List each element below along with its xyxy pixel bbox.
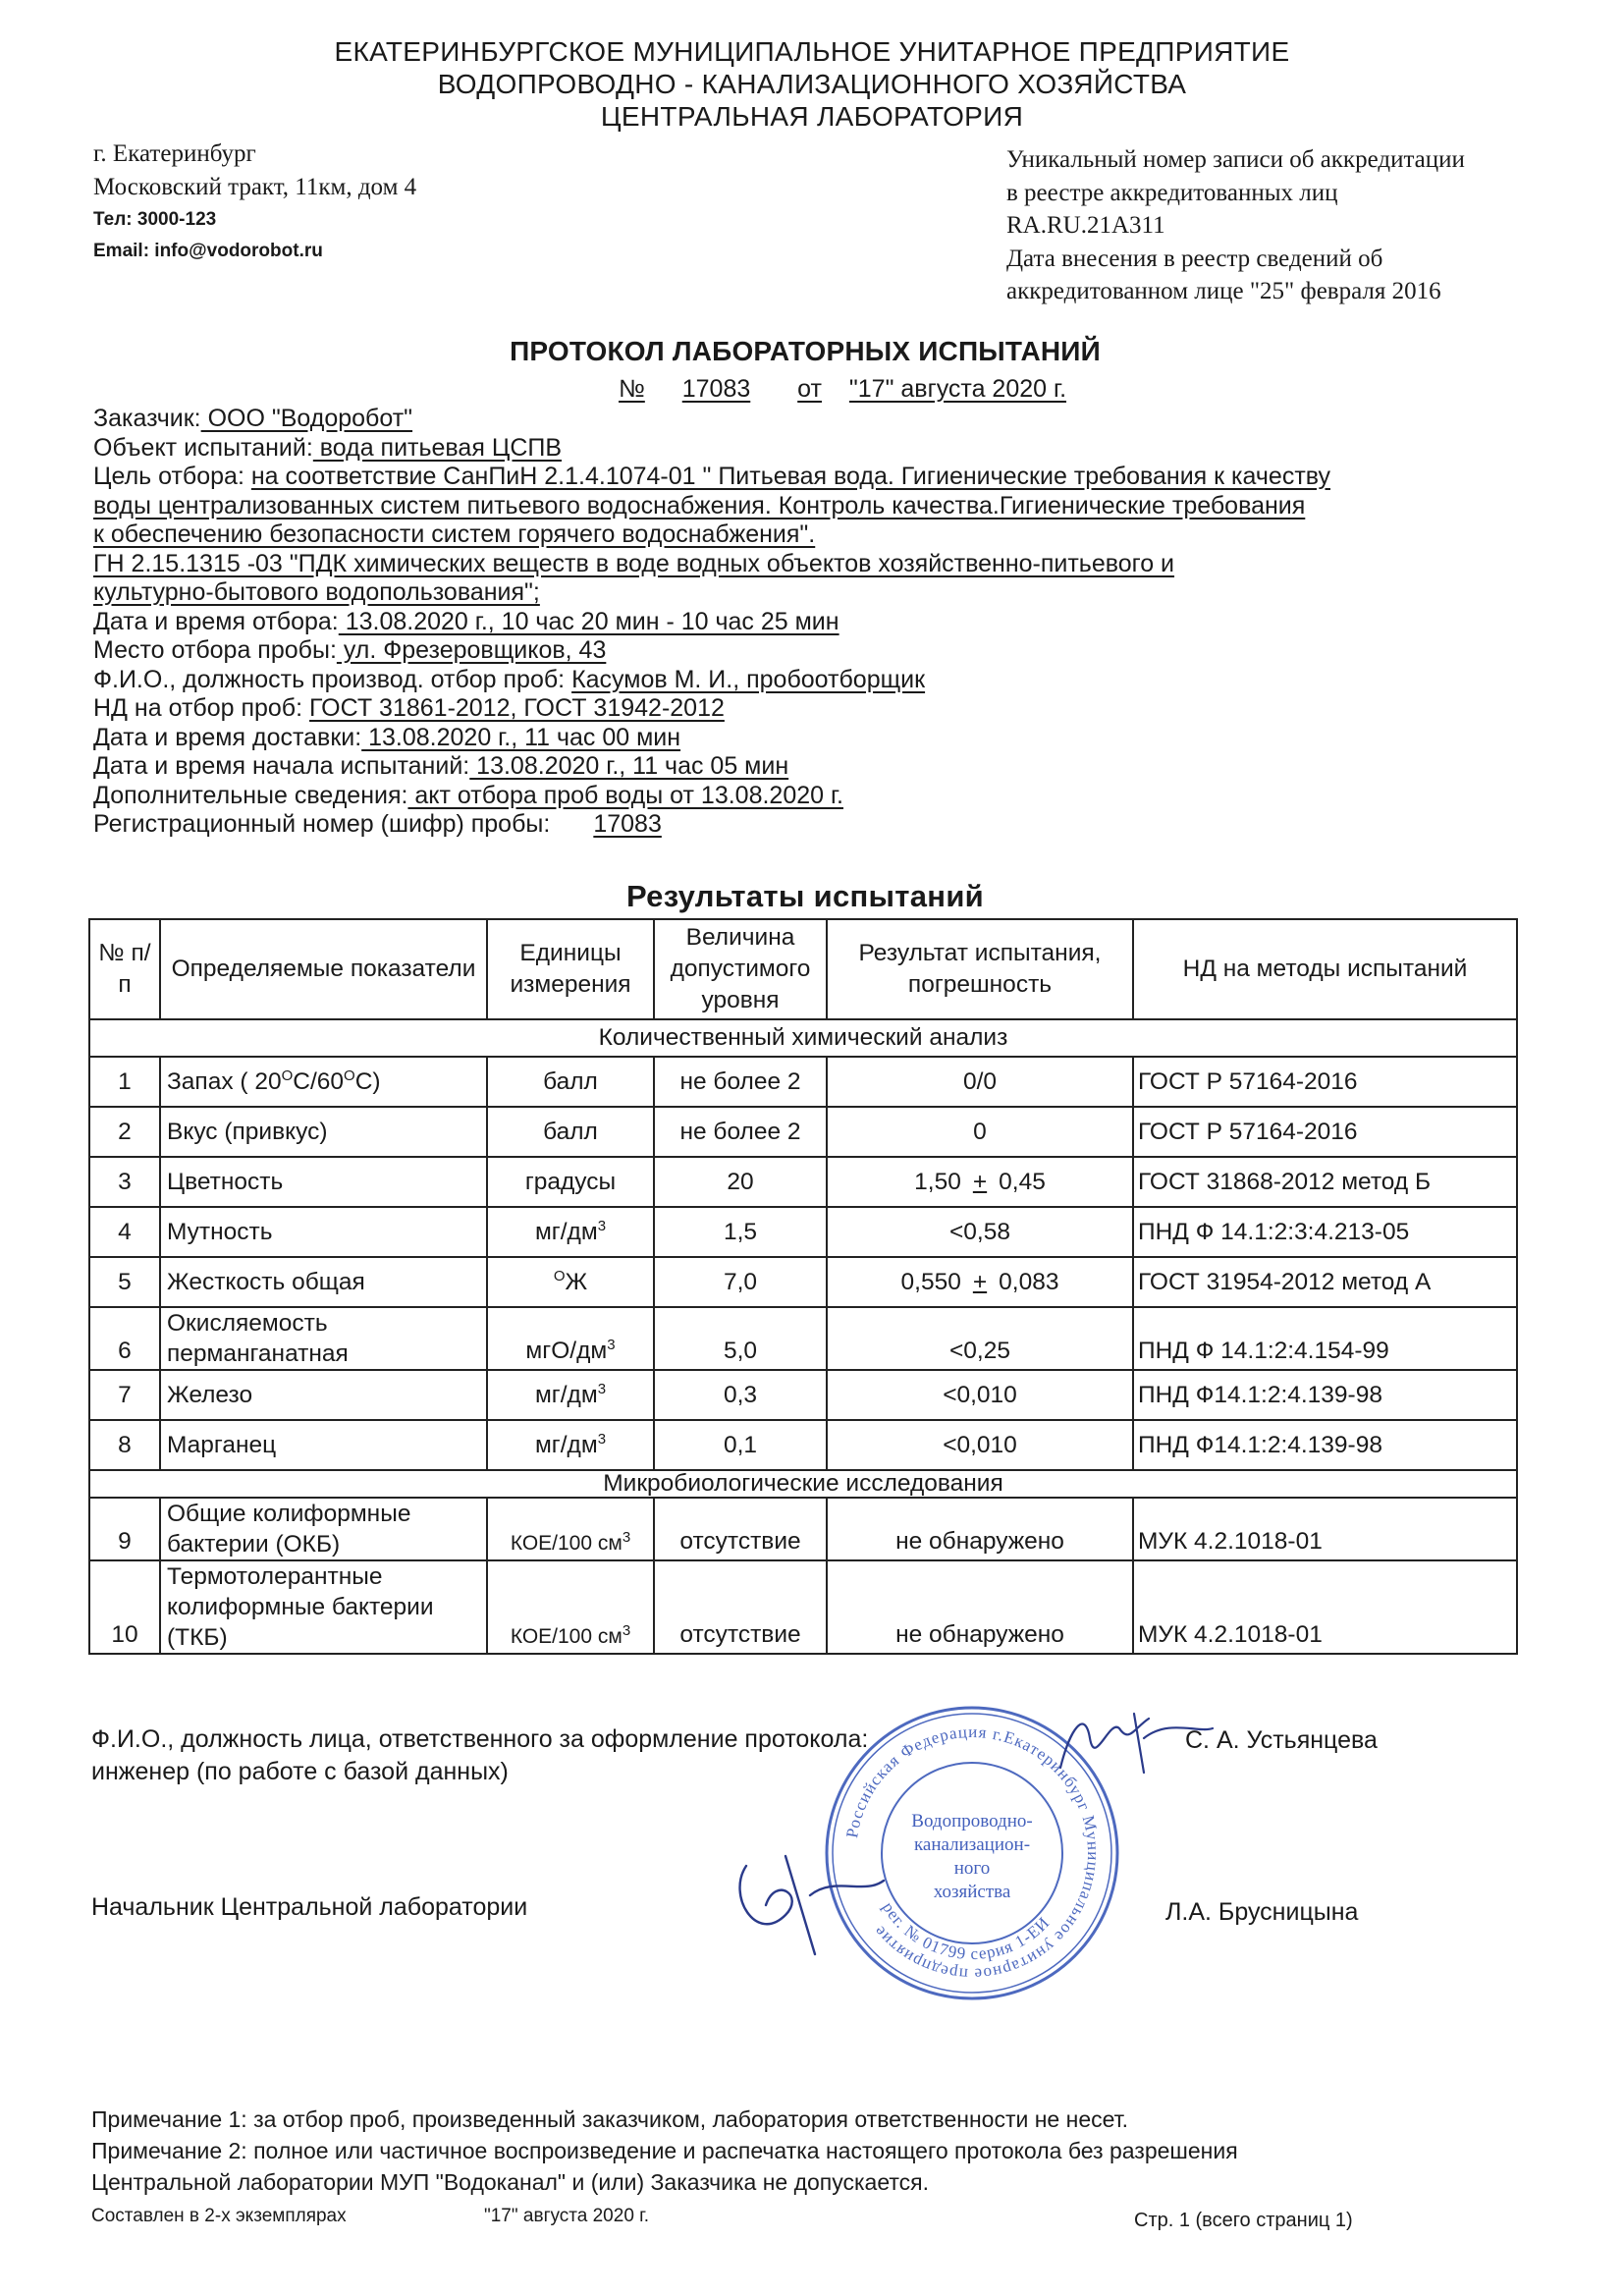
- cube-sup: 3: [622, 1622, 631, 1639]
- cube-sup: 3: [597, 1217, 607, 1234]
- header-indicator: Определяемые показатели: [160, 919, 487, 1019]
- unit-text: мгО/дм: [525, 1338, 608, 1364]
- header-line-1: ЕКАТЕРИНБУРГСКОЕ МУНИЦИПАЛЬНОЕ УНИТАРНОЕ ПРЕДПРИЯТИЕ: [334, 36, 1290, 67]
- table-header-row: [89, 919, 1517, 1019]
- notes-block: [91, 2104, 1238, 2198]
- row-method: ГОСТ 31954-2012 метод А: [1133, 1257, 1517, 1307]
- sampling-nd-line: [93, 694, 1546, 724]
- row-limit: 20: [654, 1157, 827, 1207]
- row-result: [827, 1257, 1133, 1307]
- table-row: [89, 1257, 1517, 1307]
- customer-value: ООО "Водоробот": [200, 405, 413, 432]
- purpose-line-4: ГН 2.15.1315 -03 "ПДК химических веществ в воде водных объектов хозяйственно-питьевого и: [93, 549, 1175, 577]
- row-indicator: Жесткость общая: [160, 1257, 487, 1307]
- row-method: ГОСТ Р 57164-2016: [1133, 1057, 1517, 1107]
- header-result: Результат испытания, погрешность: [827, 919, 1133, 1019]
- table-row: [89, 1057, 1517, 1107]
- row-unit: [487, 1498, 654, 1560]
- place-value: ул. Фрезеровщиков, 43: [336, 636, 607, 664]
- row-limit: 0,3: [654, 1370, 827, 1420]
- row-unit: [487, 1370, 654, 1420]
- responsible-name: С. А. Устьянцева: [1185, 1726, 1378, 1754]
- row-method: МУК 4.2.1018-01: [1133, 1498, 1517, 1560]
- row-limit: 7,0: [654, 1257, 827, 1307]
- row-method: МУК 4.2.1018-01: [1133, 1560, 1517, 1654]
- sampling-nd-value: ГОСТ 31861-2012, ГОСТ 31942-2012: [309, 694, 725, 722]
- sample-datetime-label: Дата и время отбора:: [93, 607, 339, 635]
- place-line: [93, 636, 1546, 666]
- table-row: [89, 1370, 1517, 1420]
- row-number: 1: [89, 1057, 160, 1107]
- note-2b: Центральной лаборатории МУП "Водоканал" и (или) Заказчика не допускается.: [91, 2169, 929, 2195]
- accreditation-block: [1006, 143, 1465, 308]
- protocol-title: ПРОТОКОЛ ЛАБОРАТОРНЫХ ИСПЫТАНИЙ: [510, 336, 1101, 366]
- header-line-2: ВОДОПРОВОДНО - КАНАЛИЗАЦИОННОГО ХОЗЯЙСТВА: [437, 69, 1187, 99]
- degree-sup: О: [344, 1066, 355, 1084]
- row-result: 0/0: [827, 1057, 1133, 1107]
- table-row: [89, 1420, 1517, 1470]
- row-unit: [487, 1307, 654, 1370]
- row-limit: не более 2: [654, 1057, 827, 1107]
- results-title: Результаты испытаний: [625, 879, 985, 913]
- customer-label: Заказчик:: [93, 405, 201, 432]
- row-method: ГОСТ Р 57164-2016: [1133, 1107, 1517, 1157]
- odor-mid: С/60: [293, 1068, 345, 1095]
- test-start-value: 13.08.2020 г., 11 час 05 мин: [469, 752, 789, 780]
- sample-info: [93, 405, 1546, 840]
- row-unit: балл: [487, 1107, 654, 1157]
- row-number: 2: [89, 1107, 160, 1157]
- sampler-value: Касумов М. И., пробоотборщик: [571, 665, 926, 693]
- accreditation-line-2: в реестре аккредитованных лиц: [1006, 179, 1338, 206]
- registration-value: 17083: [593, 810, 662, 838]
- customer-line: [93, 405, 1546, 434]
- degree-sup: О: [553, 1267, 566, 1285]
- section-micro: Микробиологические исследования: [89, 1470, 1517, 1498]
- results-table: [88, 918, 1518, 1655]
- row-unit: балл: [487, 1057, 654, 1107]
- row-unit: градусы: [487, 1157, 654, 1207]
- object-label: Объект испытаний:: [93, 433, 313, 462]
- odor-end: С): [354, 1068, 381, 1095]
- note-1: Примечание 1: за отбор проб, произведенный заказчиком, лаборатория ответственности не несет.: [91, 2106, 1129, 2132]
- registration-label: Регистрационный номер (шифр) пробы:: [93, 810, 551, 838]
- object-value: вода питьевая ЦСПВ: [312, 433, 563, 462]
- degree-sup: О: [281, 1066, 294, 1084]
- indicator-line: перманганатная: [167, 1340, 349, 1367]
- indicator-line: бактерии (ОКБ): [167, 1531, 341, 1558]
- row-indicator: Цветность: [160, 1157, 487, 1207]
- accreditation-line-4: Дата внесения в реестр сведений об: [1006, 245, 1383, 272]
- row-result: [827, 1157, 1133, 1207]
- row-unit: [487, 1207, 654, 1257]
- result-uncertainty: 0,45: [999, 1168, 1046, 1195]
- row-result: <0,010: [827, 1370, 1133, 1420]
- row-number: 7: [89, 1370, 160, 1420]
- registration-line: [93, 810, 1546, 840]
- footer-page: Стр. 1 (всего страниц 1): [1134, 2210, 1353, 2231]
- test-start-label: Дата и время начала испытаний:: [93, 752, 470, 780]
- unit-text: КОЕ/100 см: [510, 1625, 623, 1648]
- purpose-line-5: культурно-бытового водопользования";: [93, 578, 540, 606]
- signature-responsible-image: [1041, 1699, 1218, 1787]
- table-row: [89, 1207, 1517, 1257]
- table-row: [89, 1307, 1517, 1370]
- row-method: ПНД Ф 14.1:2:4.154-99: [1133, 1307, 1517, 1370]
- table-row: [89, 1498, 1517, 1560]
- sampling-nd-label: НД на отбор проб:: [93, 694, 310, 722]
- row-method: ГОСТ 31868-2012 метод Б: [1133, 1157, 1517, 1207]
- note-2a: Примечание 2: полное или частичное воспроизведение и распечатка настоящего протокола без разрешения: [91, 2138, 1238, 2163]
- row-unit: [487, 1560, 654, 1654]
- row-indicator: Железо: [160, 1370, 487, 1420]
- signature-head-image: [717, 1836, 893, 1964]
- row-number: 6: [89, 1307, 160, 1370]
- result-value: 0,550: [900, 1268, 961, 1295]
- header-unit: Единицы измерения: [487, 919, 654, 1019]
- row-limit: не более 2: [654, 1107, 827, 1157]
- row-result: не обнаружено: [827, 1498, 1133, 1560]
- responsible-position: инженер (по работе с базой данных): [91, 1758, 509, 1785]
- purpose-label: Цель отбора:: [93, 463, 251, 490]
- test-start-line: [93, 752, 1546, 782]
- row-result: <0,25: [827, 1307, 1133, 1370]
- row-number: 3: [89, 1157, 160, 1207]
- row-result: <0,58: [827, 1207, 1133, 1257]
- extra-info-line: [93, 782, 1546, 811]
- protocol-num-label: №: [619, 375, 645, 403]
- section-row: [89, 1470, 1517, 1498]
- row-number: 8: [89, 1420, 160, 1470]
- purpose-line-2: воды централизованных систем питьевого водоснабжения. Контроль качества.Гигиенические требования: [93, 491, 1306, 519]
- cube-sup: 3: [597, 1430, 607, 1448]
- footer-date: "17" августа 2020 г.: [484, 2206, 650, 2226]
- row-limit: отсутствие: [654, 1498, 827, 1560]
- indicator-line: Общие колиформные: [167, 1501, 411, 1527]
- stamp-center-line-4: хозяйства: [933, 1882, 1011, 1902]
- protocol-number: 17083: [681, 375, 751, 403]
- row-number: 5: [89, 1257, 160, 1307]
- accreditation-date: аккредитованном лице "25" февраля 2016: [1006, 278, 1441, 304]
- indicator-line: (ТКБ): [167, 1624, 228, 1651]
- indicator-line: Окисляемость: [167, 1310, 328, 1337]
- extra-info-label: Дополнительные сведения:: [93, 781, 408, 809]
- odor-label: Запах ( 20: [167, 1068, 282, 1095]
- sample-datetime-line: [93, 608, 1546, 637]
- header-line-3: ЦЕНТРАЛЬНАЯ ЛАБОРАТОРИЯ: [600, 101, 1024, 132]
- delivery-value: 13.08.2020 г., 11 час 00 мин: [361, 723, 681, 751]
- stamp-center-line-2: канализацион-: [913, 1834, 1031, 1855]
- row-limit: 0,1: [654, 1420, 827, 1470]
- cube-sup: 3: [607, 1336, 616, 1353]
- protocol-number-line: [619, 375, 1066, 404]
- result-value: 1,50: [914, 1168, 961, 1195]
- indicator-line: Термотолерантные: [167, 1563, 383, 1590]
- protocol-from-label: от: [797, 375, 822, 403]
- stamp-bottom-textpath: рег. № 01799 серия 1-ЕИ: [878, 1898, 1054, 1964]
- responsible-label: Ф.И.О., должность лица, ответственного за оформление протокола:: [91, 1725, 869, 1753]
- stamp-ring-textpath: Российская Федерация г.Екатеринбург Муниципальное унитарное предприятие: [842, 1722, 1104, 1985]
- purpose-value-1: на соответствие СанПиН 2.1.4.1074-01 " Питьевая вода. Гигиенические требования к качеству: [250, 463, 1331, 490]
- table-row: [89, 1560, 1517, 1654]
- header-number: № п/п: [89, 919, 160, 1019]
- row-result: <0,010: [827, 1420, 1133, 1470]
- section-chemical: Количественный химический анализ: [89, 1019, 1517, 1057]
- purpose-line-1: [93, 463, 1546, 492]
- plus-minus-sign: +: [972, 1168, 988, 1195]
- sample-datetime-value: 13.08.2020 г., 10 час 20 мин - 10 час 25 мин: [338, 607, 839, 635]
- result-uncertainty: 0,083: [999, 1268, 1059, 1295]
- accreditation-number: RA.RU.21A311: [1006, 212, 1165, 239]
- row-indicator: Вкус (привкус): [160, 1107, 487, 1157]
- row-number: 9: [89, 1498, 160, 1560]
- responsible-person-block: [91, 1723, 868, 1788]
- extra-info-value: акт отбора проб воды от 13.08.2020 г.: [407, 781, 843, 809]
- unit-text: мг/дм: [534, 1381, 598, 1408]
- row-indicator: [160, 1498, 487, 1560]
- section-row: [89, 1019, 1517, 1057]
- unit-text: мг/дм: [534, 1431, 598, 1458]
- row-indicator: [160, 1560, 487, 1654]
- row-indicator: Мутность: [160, 1207, 487, 1257]
- row-indicator: [160, 1307, 487, 1370]
- delivery-label: Дата и время доставки:: [93, 723, 362, 751]
- row-unit: [487, 1420, 654, 1470]
- address-city: г. Екатеринбург: [93, 140, 256, 167]
- unit-text: мг/дм: [534, 1218, 598, 1245]
- row-result: не обнаружено: [827, 1560, 1133, 1654]
- indicator-line: колиформные бактерии: [167, 1594, 434, 1620]
- row-method: ПНД Ф 14.1:2:3:4.213-05: [1133, 1207, 1517, 1257]
- sampler-line: [93, 666, 1546, 695]
- delivery-line: [93, 724, 1546, 753]
- protocol-date: "17" августа 2020 г.: [848, 375, 1067, 403]
- address-email: Email: info@vodorobot.ru: [93, 241, 323, 261]
- table-row: [89, 1107, 1517, 1157]
- accreditation-line-1: Уникальный номер записи об аккредитации: [1006, 146, 1465, 173]
- address-block: [93, 137, 416, 267]
- row-limit: 1,5: [654, 1207, 827, 1257]
- unit-text: КОЕ/100 см: [510, 1532, 623, 1555]
- stamp-center-line-3: ного: [953, 1858, 991, 1879]
- place-label: Место отбора пробы:: [93, 636, 337, 664]
- cube-sup: 3: [597, 1380, 607, 1397]
- row-number: 4: [89, 1207, 160, 1257]
- sampler-label: Ф.И.О., должность производ. отбор проб:: [93, 665, 572, 693]
- address-street: Московский тракт, 11км, дом 4: [93, 174, 417, 200]
- row-limit: 5,0: [654, 1307, 827, 1370]
- table-row: [89, 1157, 1517, 1207]
- row-result: 0: [827, 1107, 1133, 1157]
- row-number: 10: [89, 1560, 160, 1654]
- row-indicator: Марганец: [160, 1420, 487, 1470]
- row-limit: отсутствие: [654, 1560, 827, 1654]
- object-line: [93, 434, 1546, 464]
- footer-copies: Составлен в 2-х экземплярах: [91, 2206, 347, 2226]
- row-method: ПНД Ф14.1:2:4.139-98: [1133, 1370, 1517, 1420]
- row-method: ПНД Ф14.1:2:4.139-98: [1133, 1420, 1517, 1470]
- header-limit: Величина допустимого уровня: [654, 919, 827, 1019]
- head-name: Л.А. Брусницына: [1165, 1898, 1359, 1926]
- head-label: Начальник Центральной лаборатории: [91, 1893, 528, 1921]
- purpose-line-3: к обеспечению безопасности систем горячего водоснабжения".: [93, 520, 816, 548]
- stamp-center-line-1: Водопроводно-: [911, 1811, 1033, 1831]
- row-indicator: [160, 1057, 487, 1107]
- plus-minus-sign: +: [972, 1268, 988, 1295]
- cube-sup: 3: [622, 1529, 631, 1546]
- header-method: НД на методы испытаний: [1133, 919, 1517, 1019]
- organization-header: [0, 35, 1624, 133]
- row-unit: [487, 1257, 654, 1307]
- unit-text: Ж: [565, 1268, 588, 1295]
- address-phone: Тел: 3000-123: [93, 209, 217, 230]
